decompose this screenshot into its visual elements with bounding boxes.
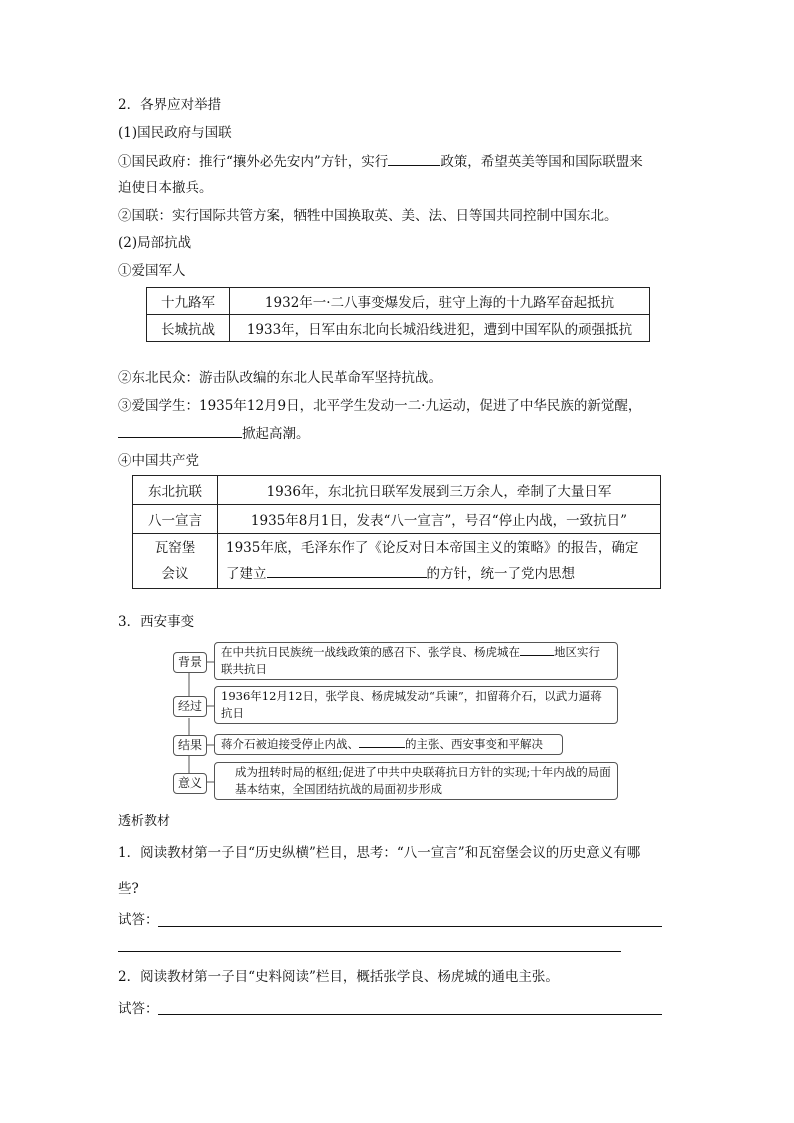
fill-blank[interactable] [359, 736, 405, 748]
table-cell: 1935年8月1日，发表“八一宣言”，号召“停止内战，一致抗日” [218, 505, 661, 534]
flow-text-b: 地区实行 [554, 645, 600, 659]
answer-label-2: 试答： [118, 1001, 159, 1017]
flow-box-significance [214, 762, 618, 800]
section-2-heading: 2．各界应对举措 [118, 97, 222, 113]
subheading-local-resistance: (2)局部抗战 [118, 235, 192, 251]
gov-policy-text-a: ①国民政府：推行“攘外必先安内”方针，实行 [118, 154, 389, 170]
table-cell: 1936年，东北抗日联军发展到三万余人，牵制了大量日军 [218, 476, 661, 505]
fill-blank[interactable] [520, 644, 554, 656]
answer-line[interactable] [118, 951, 621, 952]
flow-label-result: 结果 [173, 735, 207, 756]
flow-text: 成为扭转时局的枢纽;促进了中共中央联蒋抗日方针的实现;十年内战的局面 [235, 765, 611, 779]
flow-text: 1936年12月12日，张学良、杨虎城发动“兵谏”，扣留蒋介石，以武力逼蒋 [221, 689, 602, 703]
flow-label-significance: 意义 [173, 773, 207, 794]
flow-text-b: 的主张、西安事变和平解决 [405, 737, 543, 751]
answer-line[interactable] [158, 926, 662, 927]
flow-text-a: 在中共抗日民族统一战线政策的感召下、张学良、杨虎城在 [221, 645, 520, 659]
cell-line: 瓦窑堡 [154, 540, 196, 556]
gov-policy-text-b: 政策，希望英美等国和国际联盟来 [440, 154, 643, 170]
flow-label-background: 背景 [173, 652, 207, 673]
table-cell: 八一宣言 [133, 505, 218, 534]
flow-text-a: 蒋介石被迫接受停止内战、 [221, 737, 359, 751]
table-cell: 长城抗战 [147, 315, 230, 342]
flow-text [221, 644, 611, 661]
cell-text: 的方针，统一了党内思想 [426, 566, 575, 582]
flow-box-background [214, 642, 618, 680]
cpc-label: ④中国共产党 [118, 453, 199, 469]
students-cont-text: 掀起高潮。 [242, 426, 310, 442]
table-cell: 东北抗联 [133, 476, 218, 505]
flow-box-process [214, 686, 618, 724]
cell-line: 会议 [161, 566, 189, 582]
answer-line[interactable] [158, 1014, 662, 1015]
gov-policy-cont: 迫使日本撤兵。 [118, 180, 213, 196]
flow-text: 抗日 [221, 706, 244, 720]
question-1-cont: 些? [118, 881, 139, 897]
flow-text: 联共抗日 [221, 662, 267, 676]
subheading-gov-league: (1)国民政府与国联 [118, 125, 232, 141]
table-cell: 1932年一·二八事变爆发后，驻守上海的十九路军奋起抵抗 [230, 288, 650, 315]
flow-text: 基本结束，全国团结抗战的局面初步形成 [235, 782, 442, 796]
question-2: 2．阅读教材第一子目“史料阅读”栏目，概括张学良、杨虎城的通电主张。 [118, 969, 559, 985]
question-1: 1．阅读教材第一子目“历史纵横”栏目，思考：“八一宣言”和瓦窑堡会议的历史意义有哪 [118, 845, 641, 861]
northeast-people-line: ②东北民众：游击队改编的东北人民革命军坚持抗战。 [118, 370, 442, 386]
flow-label-process: 经过 [173, 696, 207, 717]
flow-box-result [214, 734, 563, 755]
cell-text: 了建立 [226, 566, 267, 582]
section-3-heading: 3．西安事变 [118, 614, 195, 630]
students-line: ③爱国学生：1935年12月9日，北平学生发动一二·九运动，促进了中华民族的新觉醒， [118, 398, 642, 414]
league-line: ②国联：实行国际共管方案，牺牲中国换取英、美、法、日等国共同控制中国东北。 [118, 208, 618, 224]
table-cell: 1933年，日军由东北向长城沿线进犯，遭到中国军队的顽强抵抗 [230, 315, 650, 342]
cell-line: 1935年底，毛泽东作了《论反对日本帝国主义的策略》的报告，确定 [226, 540, 639, 556]
patriotic-soldiers-label: ①爱国军人 [118, 263, 186, 279]
answer-label-1: 试答： [118, 912, 159, 928]
analysis-heading: 透析教材 [118, 814, 171, 829]
table-cell: 十九路军 [147, 288, 230, 315]
